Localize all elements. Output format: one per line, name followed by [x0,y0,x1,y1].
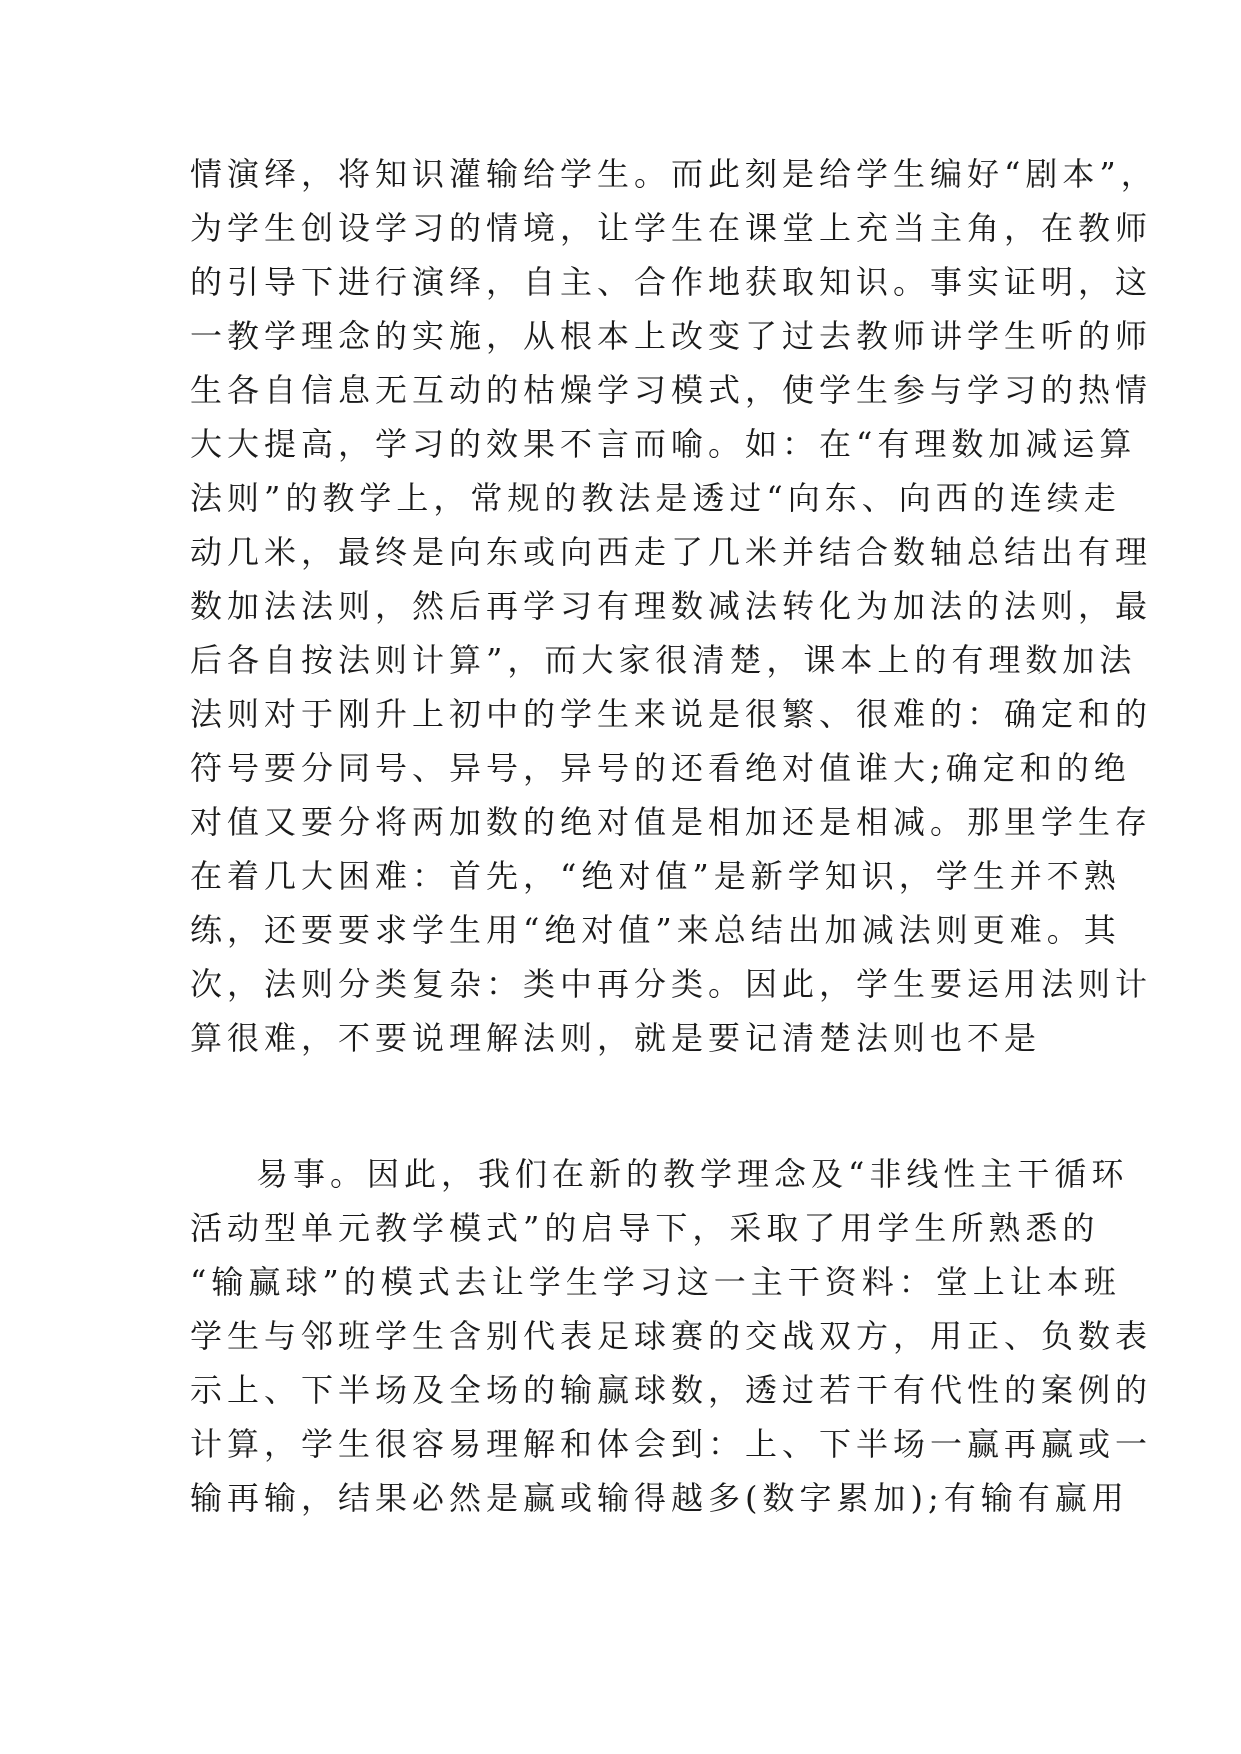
text-line: 法则对于刚升上初中的学生来说是很繁、很难的：确定和的 [190,695,1153,733]
text-line: 法则”的教学上，常规的教法是透过“向东、向西的连续走 [190,479,1121,517]
text-line: 生各自信息无互动的枯燥学习模式，使学生参与学习的热情 [190,371,1153,409]
text-line: 数加法法则，然后再学习有理数减法转化为加法的法则，最 [190,587,1153,625]
text-line: 学生与邻班学生含别代表足球赛的交战双方，用正、负数表 [190,1317,1153,1355]
text-line: “输赢球”的模式去让学生学习这一主干资料：堂上让本班 [190,1263,1121,1301]
text-line: 符号要分同号、异号，异号的还看绝对值谁大;确定和的绝 [190,749,1131,787]
text-line: 对值又要分将两加数的绝对值是相加还是相减。那里学生存 [190,803,1153,841]
text-line: 输再输，结果必然是赢或输得越多(数字累加);有输有赢用 [190,1479,1129,1517]
text-line: 一教学理念的实施，从根本上改变了过去教师讲学生听的师 [190,317,1153,355]
text-line: 大大提高，学习的效果不言而喻。如：在“有理数加减运算 [190,425,1137,463]
text-line: 易事。因此，我们在新的教学理念及“非线性主干循环 [256,1155,1129,1193]
text-line: 活动型单元教学模式”的启导下，采取了用学生所熟悉的 [190,1209,1100,1247]
text-line: 在着几大困难：首先，“绝对值”是新学知识，学生并不熟 [190,857,1121,895]
text-line: 示上、下半场及全场的输赢球数，透过若干有代性的案例的 [190,1371,1153,1409]
text-line: 次，法则分类复杂：类中再分类。因此，学生要运用法则计 [190,965,1153,1003]
text-line: 动几米，最终是向东或向西走了几米并结合数轴总结出有理 [190,533,1153,571]
text-line: 为学生创设学习的情境，让学生在课堂上充当主角，在教师 [190,209,1153,247]
paragraph-1 [190,147,1158,1065]
text-line: 算很难，不要说理解法则，就是要记清楚法则也不是 [190,1019,1042,1057]
text-line: 的引导下进行演绎，自主、合作地获取知识。事实证明，这 [190,263,1153,301]
text-line: 计算，学生很容易理解和体会到：上、下半场一赢再赢或一 [190,1425,1153,1463]
text-line: 练，还要要求学生用“绝对值”来总结出加减法则更难。其 [190,911,1121,949]
paragraph-2 [190,1147,1153,1525]
text-line: 情演绎，将知识灌输给学生。而此刻是给学生编好“剧本”， [190,155,1158,193]
text-line: 后各自按法则计算”，而大家很清楚，课本上的有理数加法 [190,641,1137,679]
